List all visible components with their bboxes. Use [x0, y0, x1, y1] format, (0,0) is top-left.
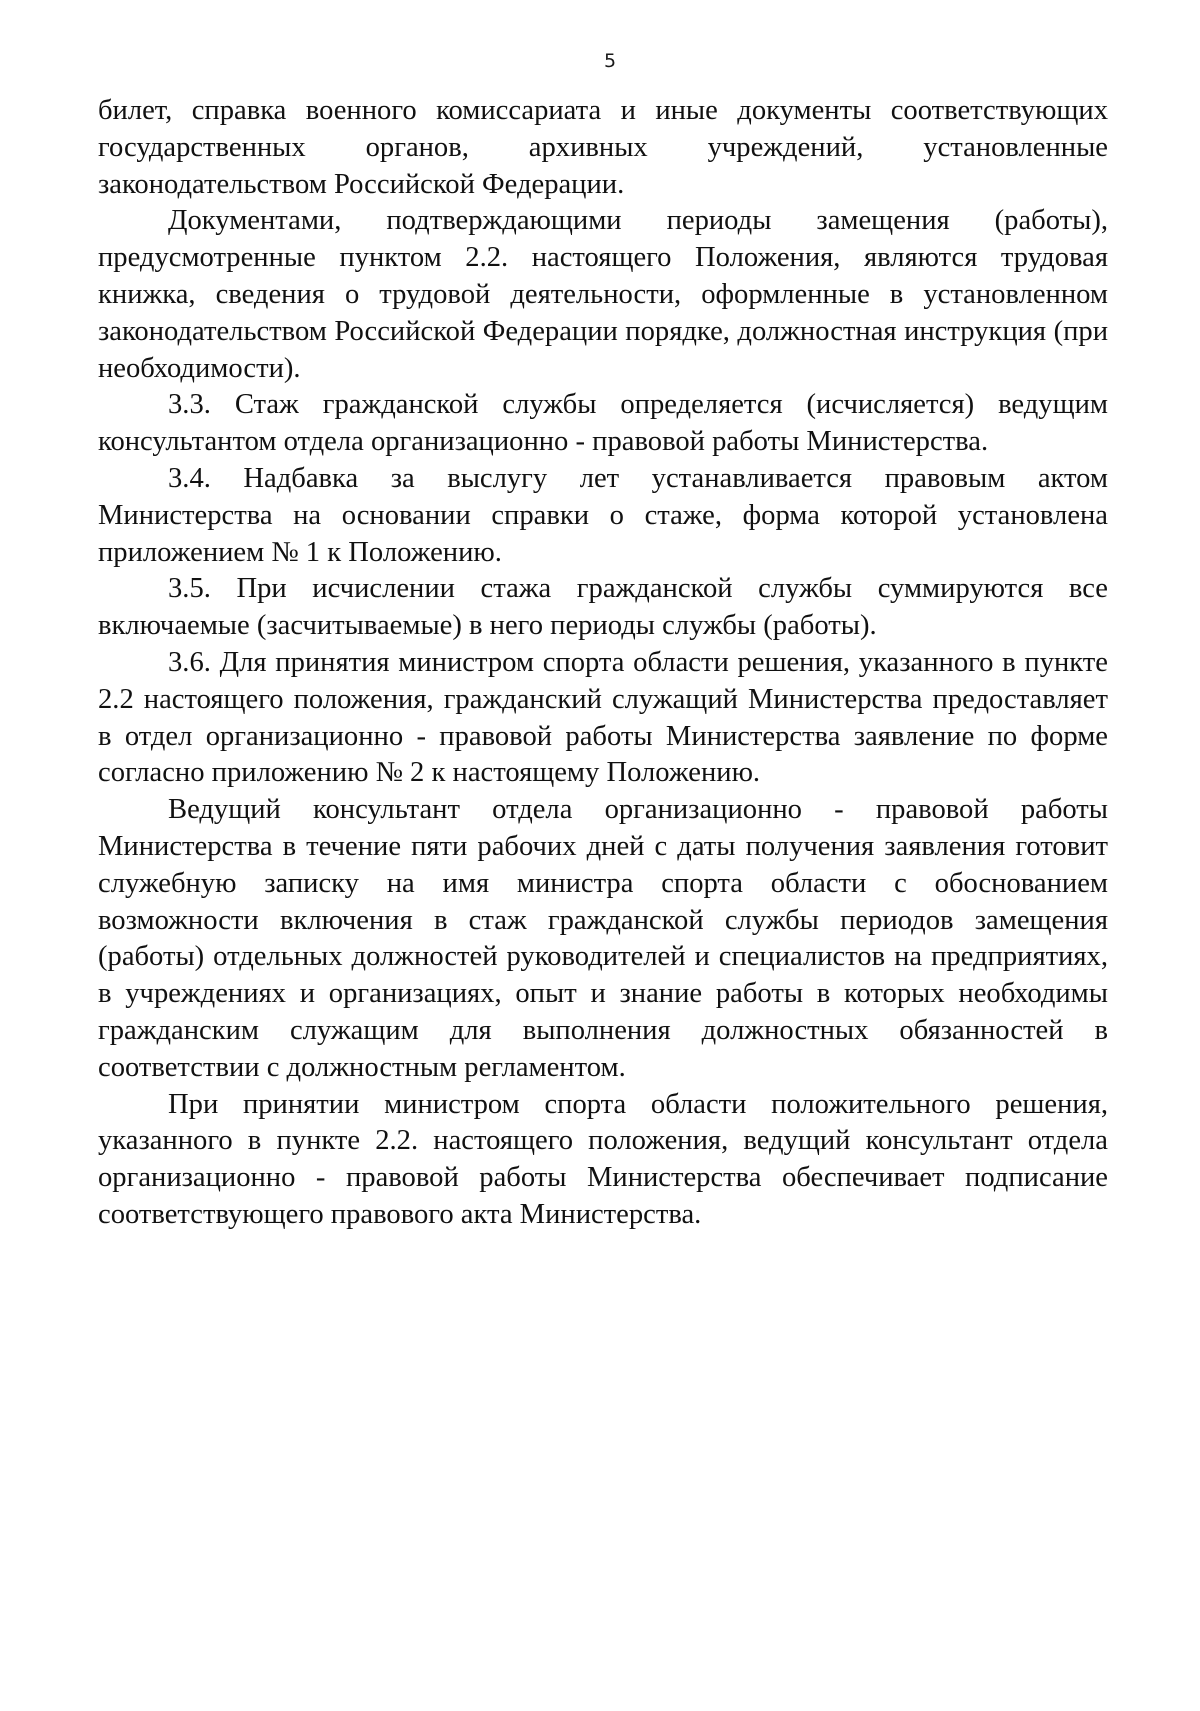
paragraph-3-4: 3.4. Надбавка за выслугу лет устанавливается правовым актом Министерства на основании справки о стаже, форма которой установлена приложением № 1 к Положению. — [98, 462, 1108, 568]
paragraph-decision: При принятии министром спорта области положительного решения, указанного в пункте 2.2. настоящего положения, ведущий консультант отдела организационно - правовой работы Министерства обеспечивает подписание соответствующего правового акта Министерства. — [98, 1088, 1108, 1230]
paragraph-3-5: 3.5. При исчислении стажа гражданской службы суммируются все включаемые (засчитываемые) в него периоды службы (работы). — [98, 573, 1108, 642]
page-number: 5 — [603, 50, 617, 72]
paragraph-continuation: билет, справка военного комиссариата и иные документы соответствующих государственных органов, архивных учреждений, установленные законодательством Российской Федерации. — [98, 95, 1108, 200]
paragraph-3-3: 3.3. Стаж гражданской службы определяется (исчисляется) ведущим консультантом отдела организационно - правовой работы Министерства. — [98, 389, 1108, 458]
document-body — [98, 93, 1108, 1234]
paragraph-consultant: Ведущий консультант отдела организационно - правовой работы Министерства в течение пяти рабочих дней с даты получения заявления готовит служебную записку на имя министра спорта области с обоснованием возможности включения в стаж гражданской службы периодов замещения (работы) отдельных должностей руководителей и специалистов на предприятиях, в учреждениях и организациях, опыт и знание работы в которых необходимы гражданским служащим для выполнения должностных обязанностей в соответствии с должностным регламентом. — [98, 794, 1108, 1083]
paragraph-3-6: 3.6. Для принятия министром спорта области решения, указанного в пункте 2.2 настоящего положения, гражданский служащий Министерства предоставляет в отдел организационно - правовой работы Министерства заявление по форме согласно приложению № 2 к настоящему Положению. — [98, 646, 1108, 789]
paragraph-documents: Документами, подтверждающими периоды замещения (работы), предусмотренные пунктом 2.2. настоящего Положения, являются трудовая книжка, сведения о трудовой деятельности, оформленные в установленном законодательством Российской Федерации порядке, должностная инструкция (при необходимости). — [98, 205, 1108, 384]
